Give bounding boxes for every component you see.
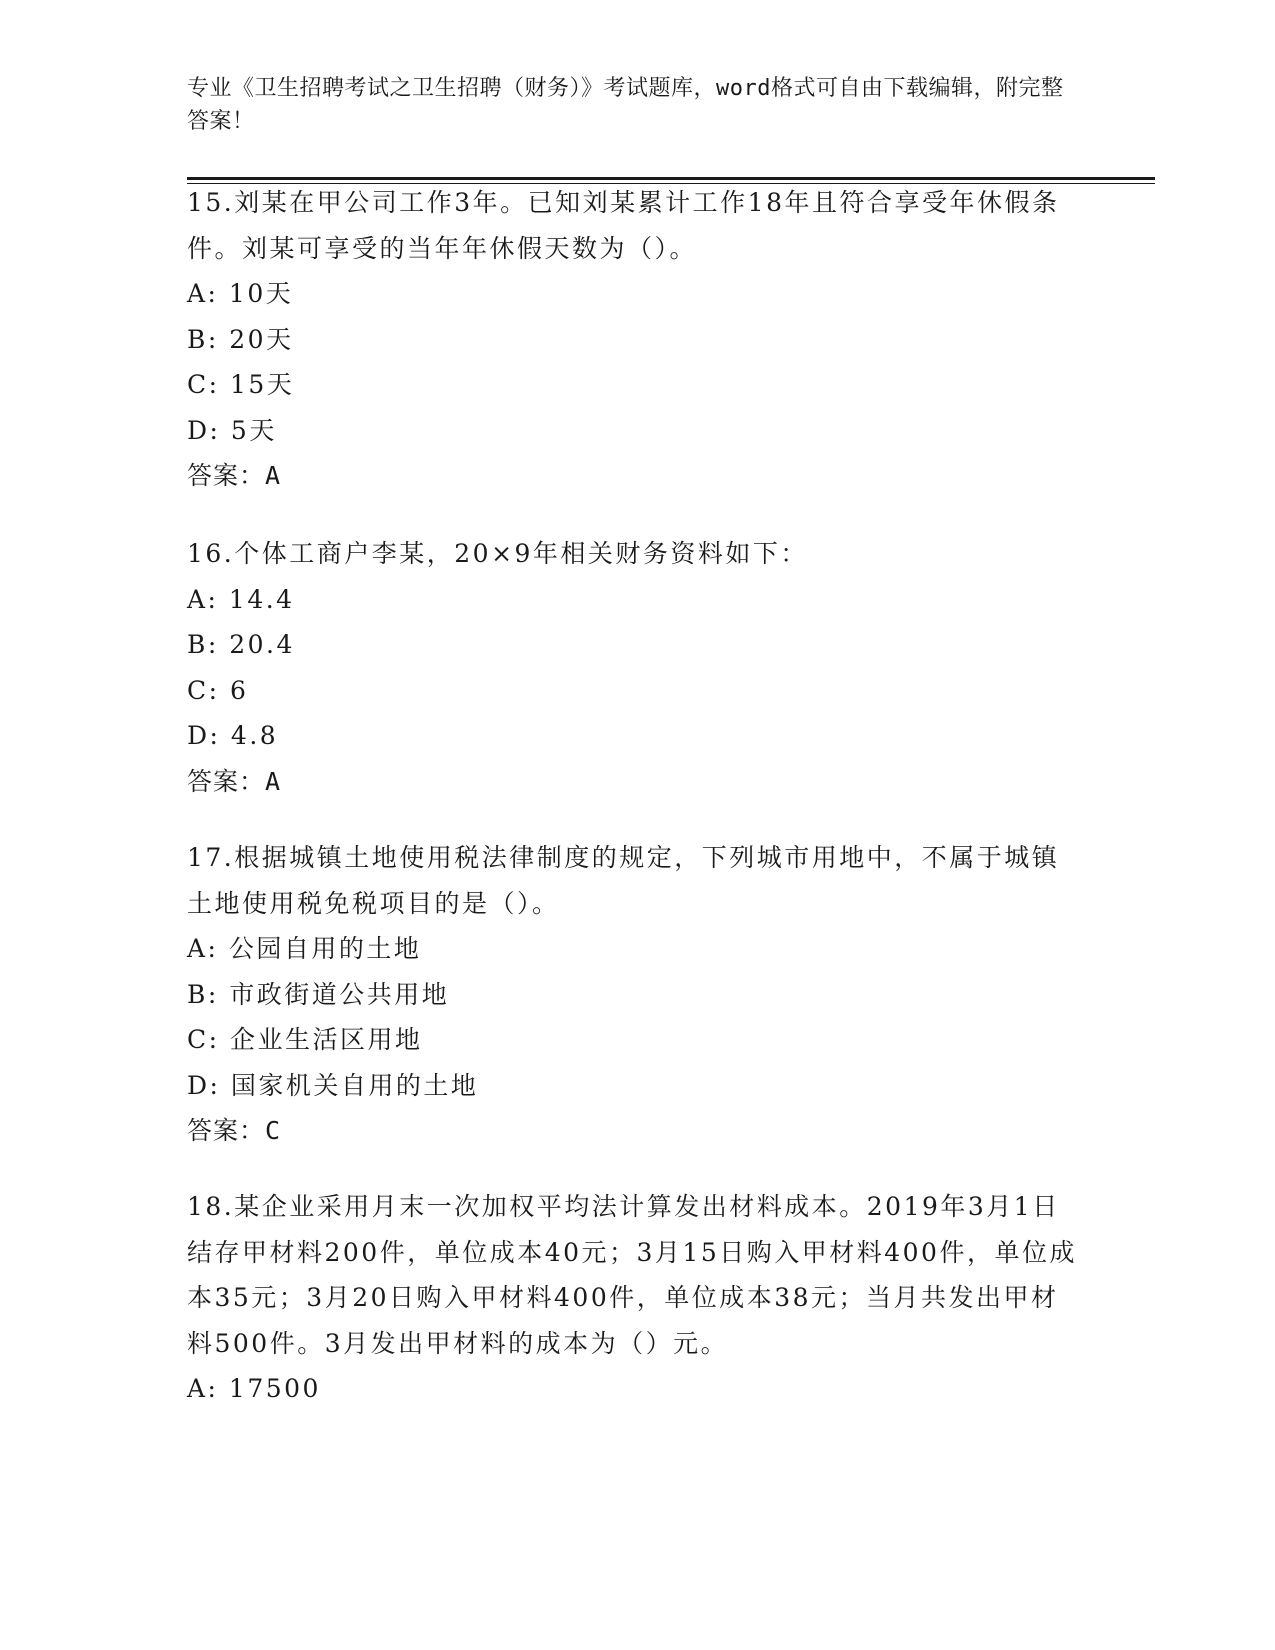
option-a: A: 17500 [187,1374,321,1403]
option-c: C: 6 [187,675,249,705]
answer-line: 答案：A [187,766,282,796]
question-18 [187,1184,1077,1412]
option-a: A: 公园自用的土地 [187,934,422,963]
question-17 [187,835,1077,1154]
option-a: A: 10天 [187,279,294,308]
question-stem: 18.某企业采用月末一次加权平均法计算发出材料成本。2019年3月1日结存甲材料200件，单位成本40元；3月15日购入甲材料400件，单位成本35元；3月20日购入甲材料400件，单位成本38元；当月共发出甲材料500件。3月发出甲材料的成本为（）元。 [187,1192,1077,1358]
option-b: B: 市政街道公共用地 [187,979,450,1009]
answer-line: 答案：C [187,1116,282,1145]
option-d: D: 4.8 [187,721,279,750]
question-15 [187,180,1077,499]
option-d: D: 国家机关自用的土地 [187,1070,479,1100]
answer-line: 答案：A [187,461,282,490]
question-stem: 17.根据城镇土地使用税法律制度的规定，下列城市用地中，不属于城镇土地使用税免税项目的是（）。 [187,843,1060,918]
document-header: 专业《卫生招聘考试之卫生招聘（财务）》考试题库，word格式可自由下载编辑，附完整答案！ [187,76,1064,134]
question-stem: 15.刘某在甲公司工作3年。已知刘某累计工作18年且符合享受年休假条件。刘某可享受的当年年休假天数为（）。 [187,188,1060,263]
option-c: C: 企业生活区用地 [187,1025,423,1054]
option-d: D: 5天 [187,415,277,445]
question-16 [187,531,1077,804]
option-b: B: 20.4 [187,630,295,659]
question-stem: 16.个体工商户李某，20×9年相关财务资料如下： [187,539,808,568]
option-a: A: 14.4 [187,584,295,614]
option-c: C: 15天 [187,370,295,399]
option-b: B: 20天 [187,324,294,354]
